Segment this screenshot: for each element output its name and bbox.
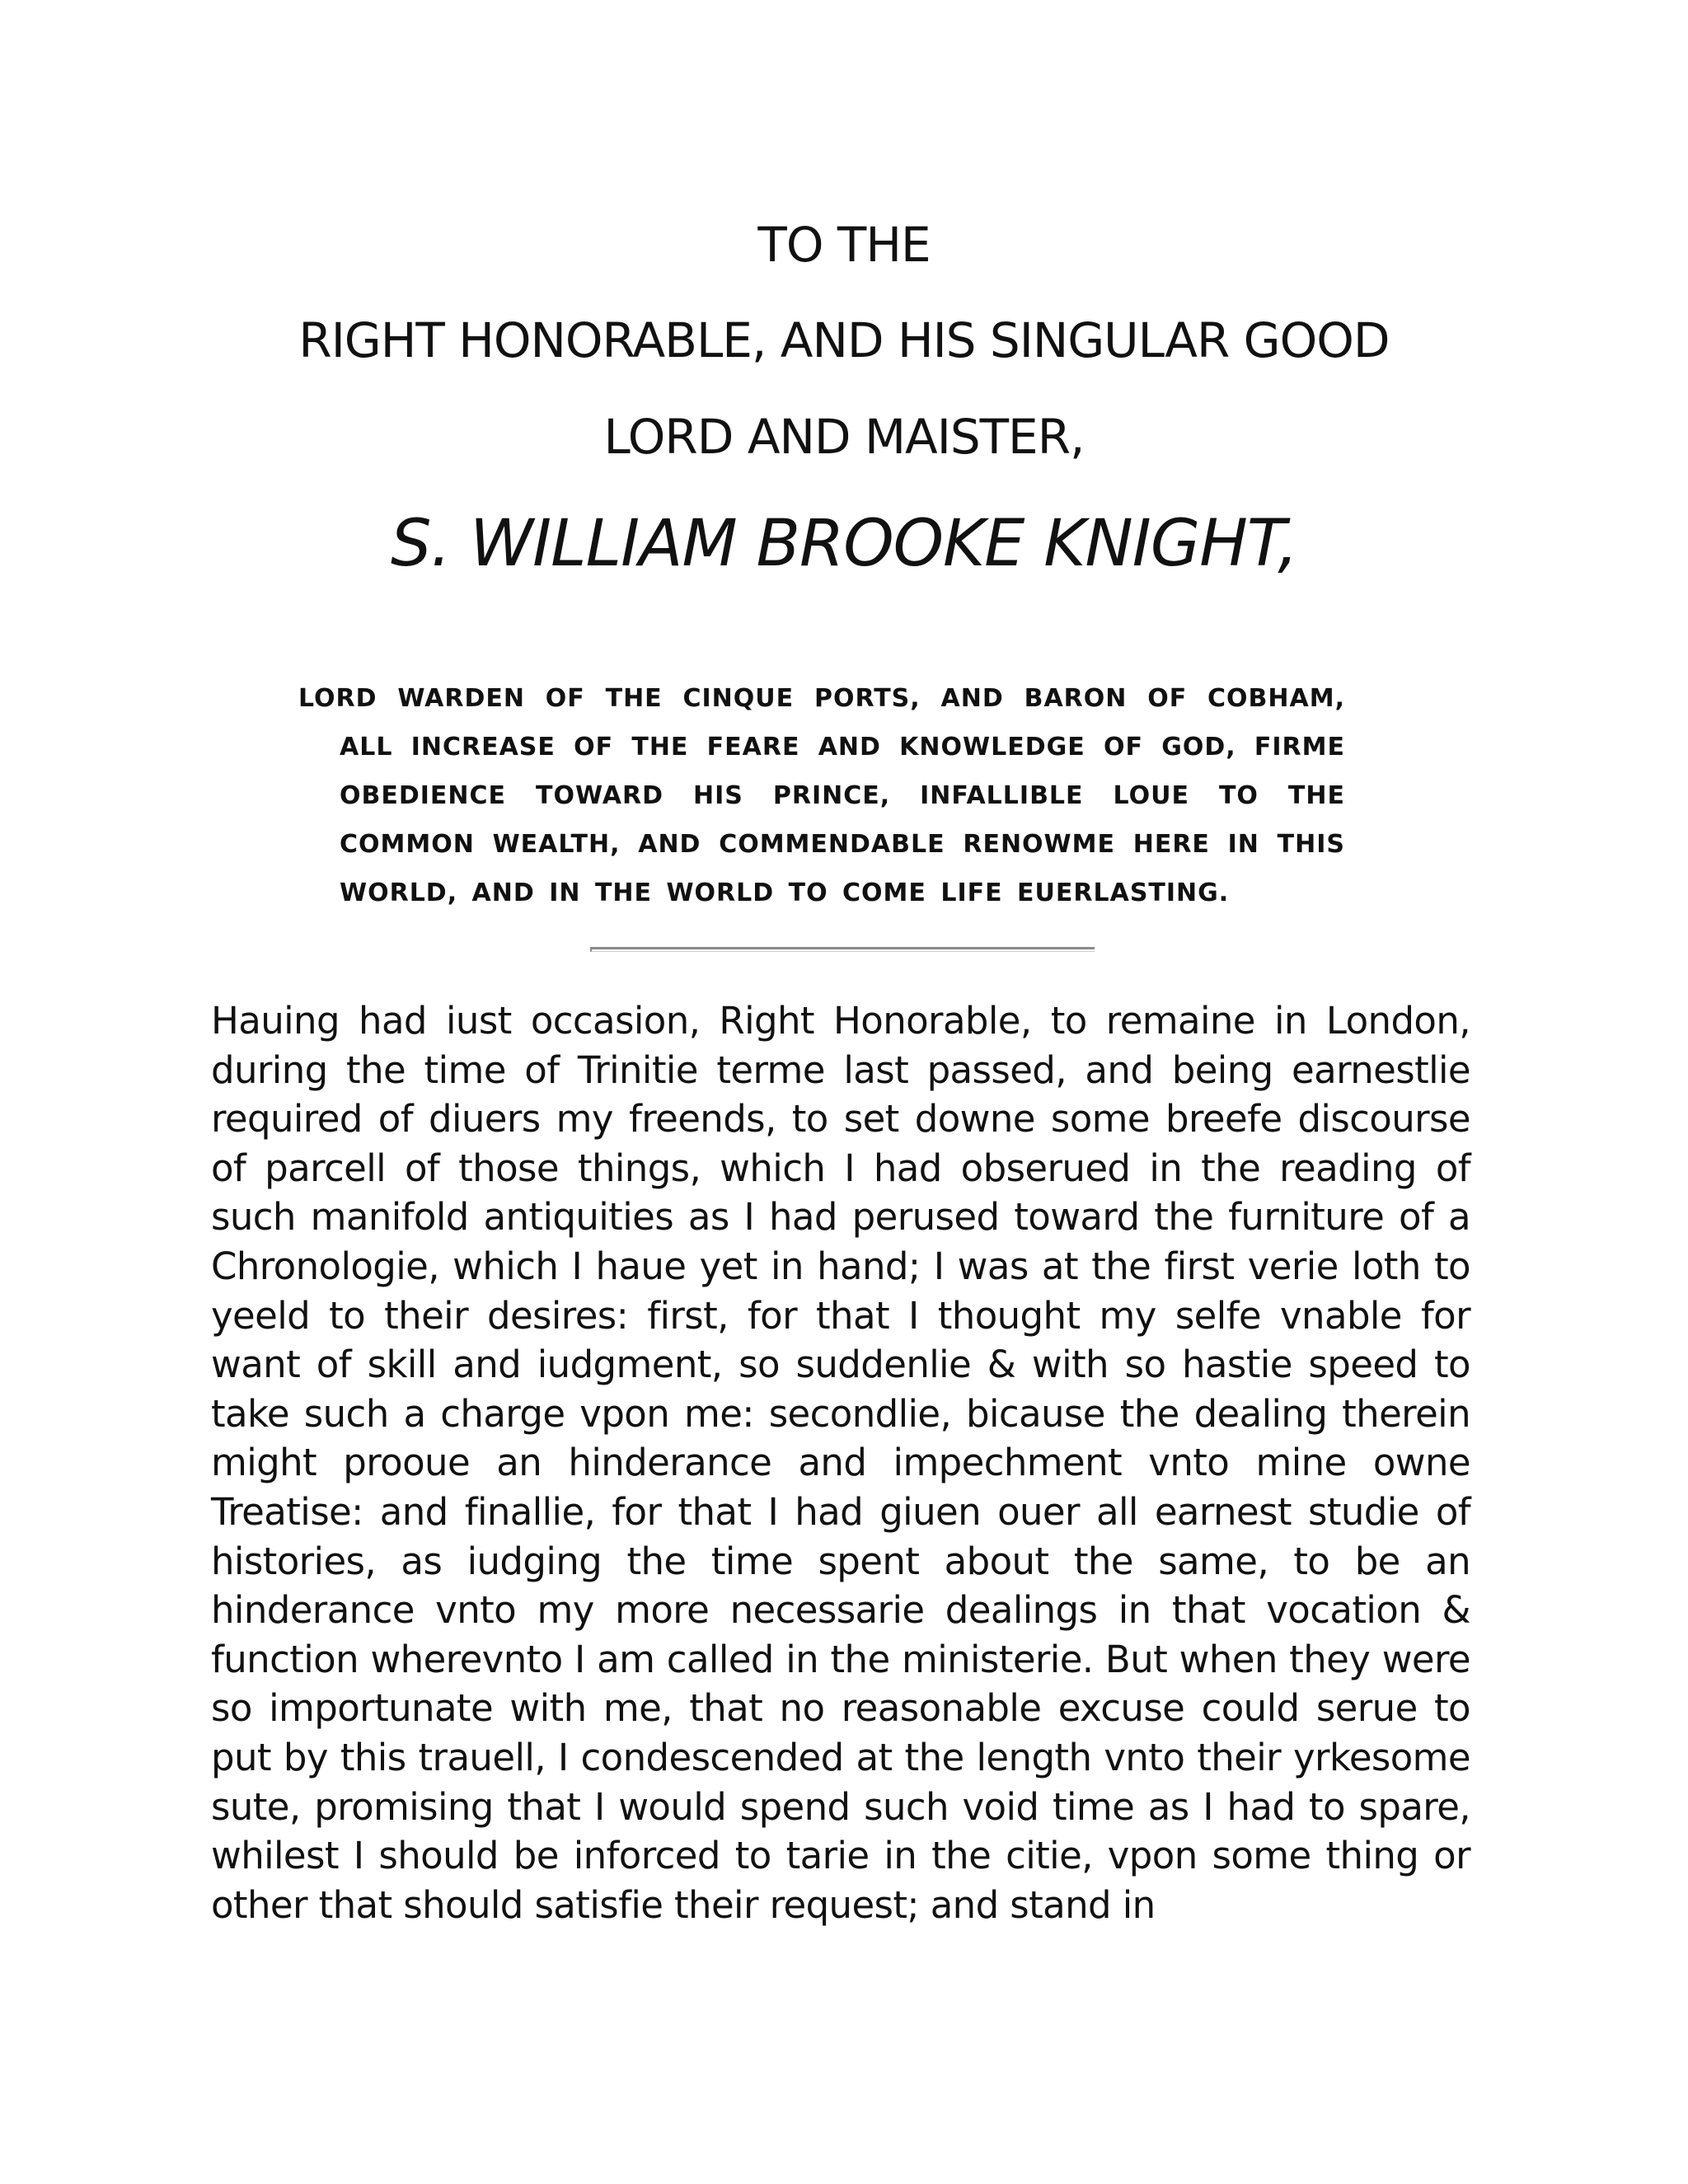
dedication-line-lord-and-maister: LORD AND MAISTER, <box>603 409 1085 465</box>
dedication-line-right-honorable: RIGHT HONORABLE, AND HIS SINGULAR GOOD <box>298 312 1390 368</box>
body-paragraph: Hauing had iust occasion, Right Honorable, to remaine in London, during the time of Trinitie terme last passed, and being earnestlie required of diuers my freends, to set downe some breefe discourse of parcell of those things, which I had obserued in the reading of such manifold antiquities as I had perused toward the furniture of a Chronologie, which I haue yet in hand; I was at the first verie loth to yeeld to their desires: first, for that I thought my selfe vnable for want of skill and iudgment, so suddenlie & with so hastie speed to take such a charge vpon me: secondlie, bicause the dealing therein might prooue an hinderance and impechment vnto mine owne Treatise: and finallie, for that I had giuen ouer all earnest studie of histories, as iudging the time spent about the same, to be an hinderance vnto my more necessarie dealings in that vocation & function wherevnto I am called in the ministerie. But when they were so importunate with me, that no reasonable excuse could serue to put by this trauell, I condescended at the length vnto their yrkesome sute, promising that I would spend such void time as I had to spare, whilest I should be inforced to tarie in the citie, vpon some thing or other that should satisfie their request; and stand in <box>211 999 1470 1927</box>
section-divider <box>590 947 1095 952</box>
dedication-line-to-the: TO THE <box>757 217 931 273</box>
salutation-paragraph: LORD WARDEN OF THE CINQUE PORTS, AND BARON OF COBHAM, ALL INCREASE OF THE FEARE AND KNOWLEDGE OF GOD, FIRME OBEDIENCE TOWARD HIS PRINCE, INFALLIBLE LOUE TO THE COMMON WEALTH, AND COMMENDABLE RENOWME HERE IN THIS WORLD, AND IN THE WORLD TO COME LIFE EUERLASTING. <box>298 684 1345 907</box>
dedicatee-name: S. WILLIAM BROOKE KNIGHT, <box>390 507 1298 581</box>
